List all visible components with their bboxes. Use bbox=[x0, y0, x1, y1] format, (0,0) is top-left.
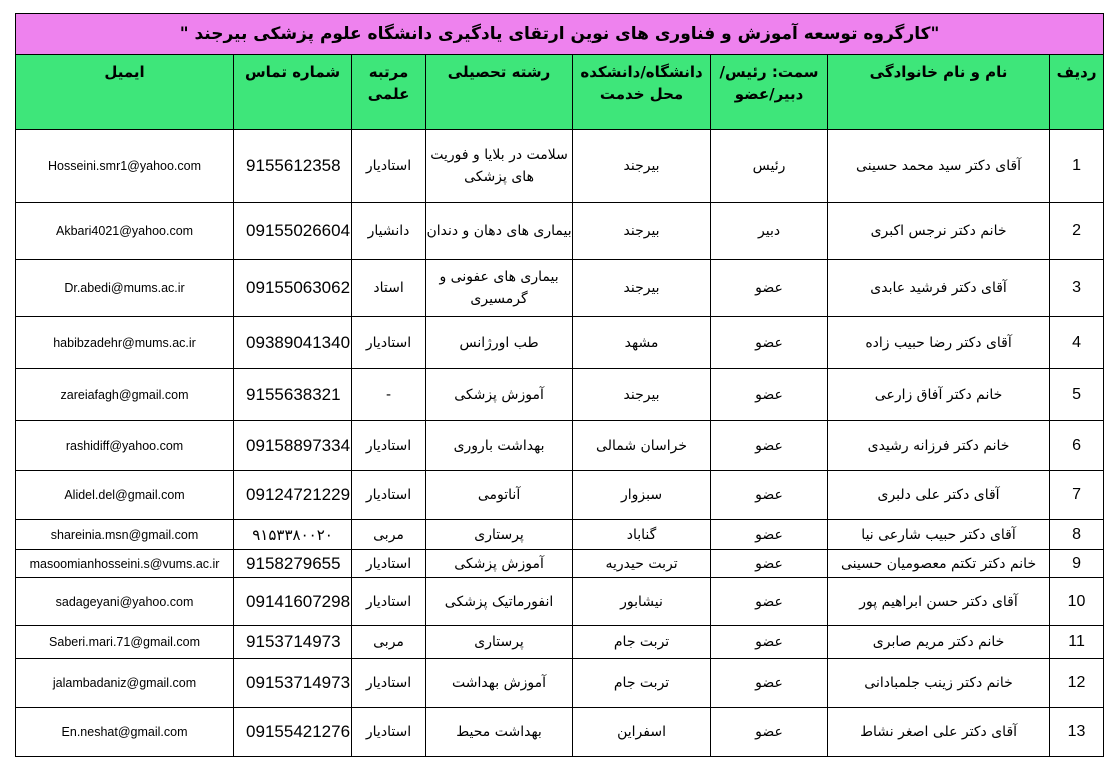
member-field: بهداشت محیط bbox=[426, 708, 573, 757]
member-name: خانم دکتر آفاق زارعی bbox=[828, 369, 1050, 421]
member-rank: - bbox=[352, 369, 426, 421]
member-email: jalambadaniz@gmail.com bbox=[16, 659, 234, 708]
member-university: تربت جام bbox=[573, 659, 711, 708]
member-rank: استادیار bbox=[352, 317, 426, 369]
row-index: 2 bbox=[1050, 203, 1104, 260]
member-role: عضو bbox=[711, 550, 828, 578]
member-phone: 9155638321 bbox=[234, 369, 352, 421]
member-university: تربت جام bbox=[573, 626, 711, 659]
member-rank: مربی bbox=[352, 520, 426, 550]
member-rank: دانشیار bbox=[352, 203, 426, 260]
member-role: دبیر bbox=[711, 203, 828, 260]
member-email: Akbari4021@yahoo.com bbox=[16, 203, 234, 260]
table-row bbox=[16, 130, 1104, 203]
header-rank: مرتبه علمی bbox=[352, 55, 426, 130]
member-phone: 9158279655 bbox=[234, 550, 352, 578]
member-phone: 09141607298 bbox=[234, 578, 352, 626]
table-row bbox=[16, 708, 1104, 757]
member-role: عضو bbox=[711, 260, 828, 317]
header-role-label: سمت: رئیس/دبیر/عضو bbox=[719, 63, 819, 103]
member-name: خانم دکتر زینب جلمبادانی bbox=[828, 659, 1050, 708]
member-university: نیشابور bbox=[573, 578, 711, 626]
member-university: بیرجند bbox=[573, 203, 711, 260]
member-rank: استادیار bbox=[352, 421, 426, 471]
header-email: ایمیل bbox=[16, 55, 234, 130]
member-name: آقای دکتر علی دلبری bbox=[828, 471, 1050, 520]
header-role bbox=[711, 55, 828, 130]
member-name: آقای دکتر حبیب شارعی نیا bbox=[828, 520, 1050, 550]
member-field: پرستاری bbox=[426, 520, 573, 550]
member-rank: استادیار bbox=[352, 708, 426, 757]
member-field: آموزش پزشکی bbox=[426, 369, 573, 421]
member-email: Alidel.del@gmail.com bbox=[16, 471, 234, 520]
member-role: عضو bbox=[711, 369, 828, 421]
member-role: عضو bbox=[711, 626, 828, 659]
row-index: 7 bbox=[1050, 471, 1104, 520]
row-index: 5 bbox=[1050, 369, 1104, 421]
table-row bbox=[16, 203, 1104, 260]
table-row bbox=[16, 471, 1104, 520]
member-field: بیماری های دهان و دندان bbox=[426, 203, 573, 260]
member-role: عضو bbox=[711, 421, 828, 471]
member-rank: استادیار bbox=[352, 550, 426, 578]
member-name: خانم دکتر فرزانه رشیدی bbox=[828, 421, 1050, 471]
member-university: بیرجند bbox=[573, 369, 711, 421]
row-index: 13 bbox=[1050, 708, 1104, 757]
member-role: عضو bbox=[711, 578, 828, 626]
row-index: 6 bbox=[1050, 421, 1104, 471]
member-name: خانم دکتر مریم صابری bbox=[828, 626, 1050, 659]
member-field: طب اورژانس bbox=[426, 317, 573, 369]
member-email: Hosseini.smr1@yahoo.com bbox=[16, 130, 234, 203]
member-email: habibzadehr@mums.ac.ir bbox=[16, 317, 234, 369]
table-row bbox=[16, 626, 1104, 659]
member-university: مشهد bbox=[573, 317, 711, 369]
member-email: zareiafagh@gmail.com bbox=[16, 369, 234, 421]
member-name: خانم دکتر تکتم معصومیان حسینی bbox=[828, 550, 1050, 578]
member-university: تربت حیدریه bbox=[573, 550, 711, 578]
member-email: Saberi.mari.71@gmail.com bbox=[16, 626, 234, 659]
member-university: بیرجند bbox=[573, 130, 711, 203]
row-index: 10 bbox=[1050, 578, 1104, 626]
member-university: اسفراین bbox=[573, 708, 711, 757]
member-field: بهداشت باروری bbox=[426, 421, 573, 471]
table-row bbox=[16, 550, 1104, 578]
member-field: آموزش بهداشت bbox=[426, 659, 573, 708]
members-table bbox=[15, 13, 1104, 757]
member-rank: مربی bbox=[352, 626, 426, 659]
row-index: 4 bbox=[1050, 317, 1104, 369]
header-name: نام و نام خانوادگی bbox=[828, 55, 1050, 130]
member-field: بیماری های عفونی و گرمسیری bbox=[426, 260, 573, 317]
member-university: بیرجند bbox=[573, 260, 711, 317]
member-phone: 09124721229 bbox=[234, 471, 352, 520]
header-idx: ردیف bbox=[1050, 55, 1104, 130]
member-name: آقای دکتر فرشید عابدی bbox=[828, 260, 1050, 317]
member-phone: 09153714973 bbox=[234, 659, 352, 708]
table-row bbox=[16, 317, 1104, 369]
member-role: عضو bbox=[711, 520, 828, 550]
row-index: 11 bbox=[1050, 626, 1104, 659]
member-name: آقای دکتر حسن ابراهیم پور bbox=[828, 578, 1050, 626]
member-role: عضو bbox=[711, 471, 828, 520]
member-phone: 9155612358 bbox=[234, 130, 352, 203]
member-email: Dr.abedi@mums.ac.ir bbox=[16, 260, 234, 317]
member-email: rashidiff@yahoo.com bbox=[16, 421, 234, 471]
member-email: masoomianhosseini.s@vums.ac.ir bbox=[16, 550, 234, 578]
member-field: سلامت در بلایا و فوریت های پزشکی bbox=[426, 130, 573, 203]
header-phone: شماره تماس bbox=[234, 55, 352, 130]
member-phone: 9153714973 bbox=[234, 626, 352, 659]
table-row bbox=[16, 260, 1104, 317]
row-index: 3 bbox=[1050, 260, 1104, 317]
member-phone: 09158897334 bbox=[234, 421, 352, 471]
member-rank: استادیار bbox=[352, 578, 426, 626]
table-row bbox=[16, 578, 1104, 626]
member-name: آقای دکتر علی اصغر نشاط bbox=[828, 708, 1050, 757]
member-email: sadageyani@yahoo.com bbox=[16, 578, 234, 626]
member-email: En.neshat@gmail.com bbox=[16, 708, 234, 757]
members-table-container bbox=[15, 13, 1103, 757]
member-email: shareinia.msn@gmail.com bbox=[16, 520, 234, 550]
row-index: 9 bbox=[1050, 550, 1104, 578]
member-rank: استادیار bbox=[352, 130, 426, 203]
table-title: "کارگروه توسعه آموزش و فناوری های نوین ارتقای یادگیری دانشگاه علوم پزشکی بیرجند " bbox=[16, 14, 1104, 55]
table-row bbox=[16, 659, 1104, 708]
row-index: 1 bbox=[1050, 130, 1104, 203]
table-row bbox=[16, 369, 1104, 421]
member-role: عضو bbox=[711, 659, 828, 708]
member-field: انفورماتیک پزشکی bbox=[426, 578, 573, 626]
member-university: گناباد bbox=[573, 520, 711, 550]
member-role: رئیس bbox=[711, 130, 828, 203]
header-row bbox=[16, 55, 1104, 130]
member-name: آقای دکتر سید محمد حسینی bbox=[828, 130, 1050, 203]
member-role: عضو bbox=[711, 708, 828, 757]
member-university: خراسان شمالی bbox=[573, 421, 711, 471]
member-name: خانم دکتر نرجس اکبری bbox=[828, 203, 1050, 260]
header-uni: دانشگاه/دانشکده محل خدمت bbox=[573, 55, 711, 130]
member-phone: 09389041340 bbox=[234, 317, 352, 369]
header-field: رشته تحصیلی bbox=[426, 55, 573, 130]
row-index: 12 bbox=[1050, 659, 1104, 708]
member-phone: 09155026604 bbox=[234, 203, 352, 260]
member-phone: 09155421276 bbox=[234, 708, 352, 757]
member-field: آناتومی bbox=[426, 471, 573, 520]
member-university: سبزوار bbox=[573, 471, 711, 520]
member-role: عضو bbox=[711, 317, 828, 369]
table-row bbox=[16, 421, 1104, 471]
table-row bbox=[16, 520, 1104, 550]
member-rank: استادیار bbox=[352, 471, 426, 520]
row-index: 8 bbox=[1050, 520, 1104, 550]
member-phone: ۹۱۵۳۳۸۰۰۲۰ bbox=[234, 520, 352, 550]
member-rank: استاد bbox=[352, 260, 426, 317]
member-phone: 09155063062 bbox=[234, 260, 352, 317]
member-name: آقای دکتر رضا حبیب زاده bbox=[828, 317, 1050, 369]
member-field: آموزش پزشکی bbox=[426, 550, 573, 578]
member-field: پرستاری bbox=[426, 626, 573, 659]
member-rank: استادیار bbox=[352, 659, 426, 708]
